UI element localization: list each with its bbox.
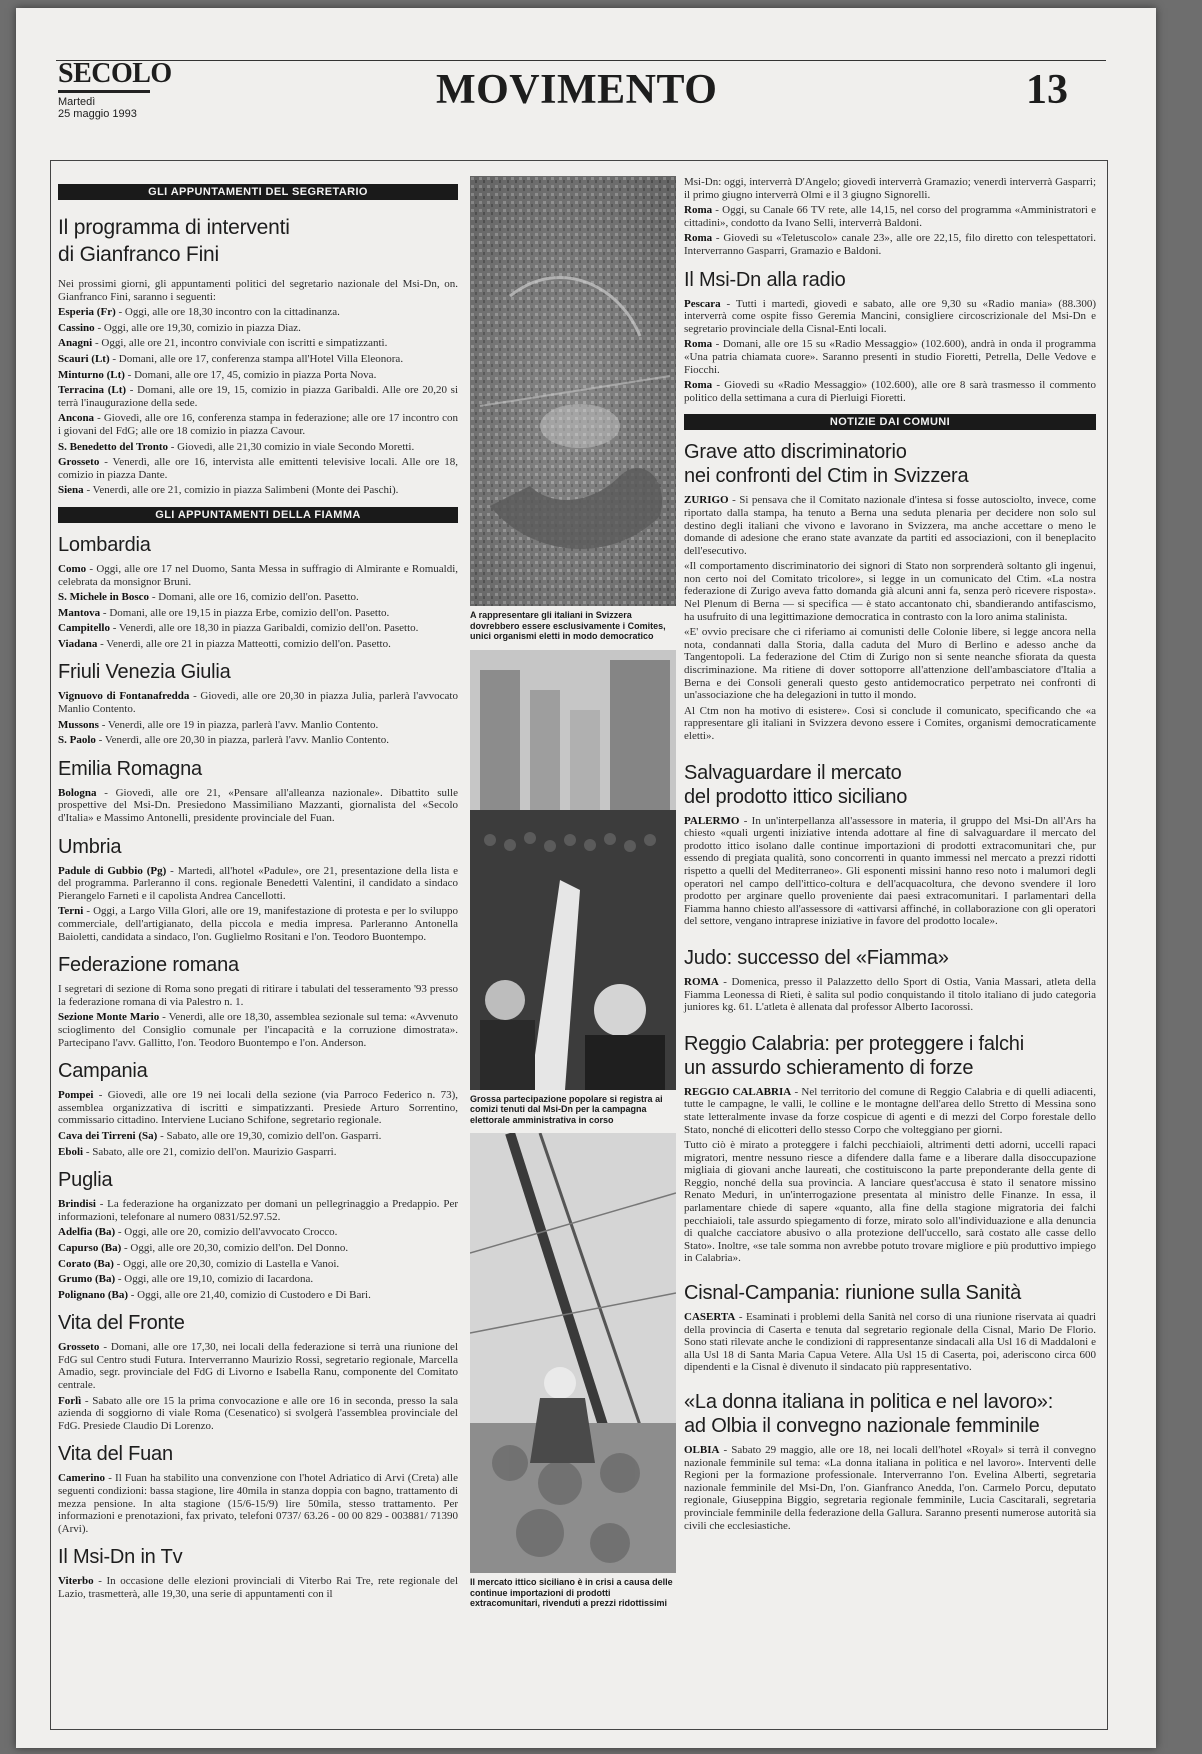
issue-day: Martedì [58,96,96,108]
article-paragraph: Camerino - Il Fuan ha stabilito una convenzione con l'hotel Adriatico di Arvi (Creta) alle seguenti condizioni: bassa stagione, lire 40mila in stanza doppia con bagno, trattamento di mezza pensione. In alta stagione (15/6-15/9) lire 50mila, stesso trattamento. Per informazioni e prenotazioni, fax privato, telefoni 0737/ 63.26 - 00 00 829 - 003881/ 71390 (Arvi). [58,1472,458,1535]
article-paragraph: Esperia (Fr) - Oggi, alle ore 18,30 incontro con la cittadinanza. [58,306,340,319]
article-paragraph: Brindisi - La federazione ha organizzato per domani un pellegrinaggio a Predappio. Per informazioni, telefonare al numero 0831/52.97.52. [58,1198,458,1223]
dateline [58,96,137,120]
dateline-place: Adelfia (Ba) [58,1226,116,1239]
photo-caption: Il mercato ittico siciliano è in crisi a causa delle continue importazioni di prodotti extracomunitari, rivenduti a prezzi ridottissimi [470,1577,673,1608]
article-body [684,298,1096,405]
article-headline: Judo: successo del «Fiamma» [684,946,949,969]
headline-line: del prodotto ittico siciliano [684,785,908,808]
headline-line: ad Olbia il convegno nazionale femminile [684,1415,1040,1437]
issue-date: 25 maggio 1993 [58,108,137,120]
region-heading: Puglia [58,1169,113,1192]
article-body [58,278,458,497]
article-paragraph: «Il comportamento discriminatorio dei signori di Stato non sorprenderà soltanto gli ingenui, non certo noi del Comitato tricolore», si legge in un comunicato del Ctim. «La nostra federazione di Zurigo aveva fatto domanda già alcuni anni fa, senza però ricevere risposta». Nel Plenum di Berna — si specifica — è stato accantonato chi, sbandierando antifascismo, ha usufruito di una legittimazione democratica in contrasto con la loro anima stalinista. [684,560,1096,623]
article-paragraph: Terracina (Lt) - Domani, alle ore 19, 15, comizio in piazza Garibaldi. Alle ore 20,20 si terrà l'inaugurazione della sede. [58,384,458,409]
article-body [684,494,1096,742]
article-paragraph: Mussons - Venerdì, alle ore 19 in piazza, parlerà l'avv. Manlio Contento. [58,718,379,731]
article-body [58,690,458,746]
dateline-place: Roma [684,379,713,392]
article-body [684,1311,1096,1374]
dateline-place: Pescara [684,297,721,310]
dateline-place: Anagni [58,337,93,350]
article-paragraph: Viadana - Venerdì, alle ore 21 in piazza Matteotti, comizio dell'on. Pasetto. [58,637,391,650]
article-paragraph: Al Ctm non ha motivo di esistere». Così si conclude il comunicato, specificando che «a rappresentare gli italiani in Svizzera devono essere i Comites, organismi democraticamente eletti». [684,704,1096,742]
article-paragraph: Minturno (Lt) - Domani, alle ore 17, 45, comizio in piazza Porta Nova. [58,368,377,381]
article-paragraph: Vignuovo di Fontanafredda - Giovedì, alle ore 20,30 in piazza Julia, parlerà l'avvocato Manlio Contento. [58,690,458,716]
headline-line: «La donna italiana in politica e nel lavoro»: [684,1391,1054,1413]
article-body [58,1089,458,1158]
dateline-place: Siena [58,484,84,497]
article-headline [58,214,458,268]
article-body [684,1086,1096,1265]
dateline-place: Pompei [58,1089,94,1102]
article-paragraph: Cava dei Tirreni (Sa) - Sabato, alle ore 19,30, comizio dell'on. Gasparri. [58,1129,382,1142]
article-paragraph: Adelfia (Ba) - Oggi, alle ore 20, comizio dell'avvocato Crocco. [58,1226,338,1239]
section-band: GLI APPUNTAMENTI DEL SEGRETARIO [58,184,458,200]
dateline-place: PALERMO [684,814,740,827]
logo-rule [58,90,150,93]
article-headline [684,440,1096,488]
dateline-place: Scauri (Lt) [58,352,110,365]
region-heading: Friuli Venezia Giulia [58,661,231,684]
dateline-place: Padule di Gubbio (Pg) [58,864,167,877]
section-title: MOVIMENTO [436,67,718,113]
article-headline [684,1032,1096,1080]
article-paragraph: Roma - Domani, alle ore 15 su «Radio Messaggio» (102.600), andrà in onda il programma «Una patria chiamata cuore». Saranno presenti in studio Fioretti, Petrella, Delle Vedove e Fiocchi. [684,338,1096,376]
dateline-place: Terracina (Lt) [58,384,127,397]
dateline-place: Viadana [58,637,98,650]
dateline-place: Eboli [58,1145,84,1158]
article-paragraph: Ancona - Giovedì, alle ore 16, conferenza stampa in federazione; alle ore 17 incontro con i giovani del FdG; alle ore 18 comizio in piazza Cavour. [58,412,458,437]
article-paragraph: ZURIGO - Si pensava che il Comitato nazionale d'intesa si fosse autosciolto, invece, come riportato dalla stampa, ha tenuto a Berna una seduta plenaria per decidere non solo sul destino degli italiani che vivono e lavorano in Svizzera, ma anche accettare o meno le domande di adesione che erano state avanzate da partiti ed associazioni, con il beneplacito dell'esecutivo. [684,494,1096,557]
article-paragraph: Roma - Giovedì su «Radio Messaggio» (102.600), alle ore 8 sarà trasmesso il commento politico della settimana a cura di Pierluigi Fioretti. [684,379,1096,404]
dateline-place: Roma [684,232,713,245]
article-paragraph: Grosseto - Venerdì, alle ore 16, intervista alle emittenti televisive locali. Alle ore 18, comizio in piazza Dante. [58,456,458,481]
article-headline [684,761,1096,809]
dateline-place: Sezione Monte Mario [58,1011,160,1024]
article-paragraph: Terni - Oggi, a Largo Villa Glori, alle ore 19, manifestazione di protesta e per lo sviluppo commerciale, dell'artigianato, della piccola e media impresa. Parleranno Antonella Baioletti, candidata a sindaco, l'on. Guglielmo Rositani e l'on. Teodoro Buontempo. [58,905,458,943]
dateline-place: Corato (Ba) [58,1257,114,1270]
headline-line: un assurdo schieramento di forze [684,1056,974,1079]
aerial-city-image [470,176,676,606]
dateline-place: Forlì [58,1394,82,1407]
article-body [58,787,458,825]
article-paragraph: Cassino - Oggi, alle ore 19,30, comizio in piazza Diaz. [58,321,301,334]
left-column [58,176,458,1604]
article-paragraph: Pescara - Tutti i martedì, giovedì e sabato, alle ore 9,30 su «Radio mania» (88.300) interverrà come ospite fisso Geremia Mancini, consigliere circoscrizionale del Msi-Dn e segretario provinciale della Cisnal-Enti locali. [684,297,1096,335]
dateline-place: Viterbo [58,1575,94,1588]
article-body [684,204,1096,257]
region-heading: Lombardia [58,533,151,556]
region-heading: Vita del Fronte [58,1312,185,1335]
rally-crowd-photo [470,650,676,1090]
article-paragraph: Scauri (Lt) - Domani, alle ore 17, conferenza stampa all'Hotel Villa Eleonora. [58,352,404,365]
dateline-place: Terni [58,905,84,918]
article-headline: Il Msi-Dn alla radio [684,268,846,291]
dateline-place: Ancona [58,412,95,425]
region-heading: Campania [58,1060,148,1083]
article-paragraph: Roma - Oggi, su Canale 66 TV rete, alle 14,15, nel corso del programma «Amministratori e cittadini», condotto da Ivano Selli, interverrà Baldoni. [684,204,1096,229]
article-body [684,815,1096,928]
dateline-place: Cassino [58,321,95,334]
article-body [58,563,458,651]
top-rule [56,60,1106,61]
dateline-place: Minturno (Lt) [58,368,125,381]
article-headline [684,1390,1096,1438]
region-heading: Federazione romana [58,954,239,977]
article-paragraph: Campitello - Venerdì, alle ore 18,30 in piazza Garibaldi, comizio dell'on. Pasetto. [58,622,419,635]
article-paragraph: Eboli - Sabato, alle ore 21, comizio dell'on. Maurizio Gasparri. [58,1145,337,1158]
headline-line: di Gianfranco Fini [58,243,219,266]
article-paragraph: Forlì - Sabato alle ore 15 la prima convocazione e alle ore 16 in seconda, presso la sala azienda di soggiorno di viale Roma (Cesenatico) si svolgerà l'assemblea provinciale del FdG. Presiede Claudio Di Lorenzo. [58,1394,458,1432]
article-headline: Cisnal-Campania: riunione sulla Sanità [684,1282,1022,1305]
article-paragraph: Polignano (Ba) - Oggi, alle ore 21,40, comizio di Custodero e Di Bari. [58,1288,371,1301]
rally-crowd-image [470,650,676,1090]
dateline-place: ROMA [684,975,719,988]
newspaper-logo: SECOLO [58,58,172,89]
aerial-city-photo [470,176,676,606]
fisherman-image [470,1133,676,1573]
newspaper-page [16,8,1156,1748]
dateline-place: Roma [684,204,713,217]
headline-line: Il programma di interventi [58,216,290,239]
dateline-place: Mussons [58,718,99,731]
article-paragraph: Corato (Ba) - Oggi, alle ore 20,30, comizio di Lastella e Vanoi. [58,1257,340,1270]
article-paragraph: Msi-Dn: oggi, interverrà D'Angelo; giovedì interverrà Gramazio; venerdì interverrà Gasparri; il primo giugno interverrà Olmi e il 3 giugno Signorelli. [684,176,1096,201]
dateline-place: S. Paolo [58,734,96,747]
dateline-place: REGGIO CALABRIA [684,1085,792,1098]
article-paragraph: Sezione Monte Mario - Venerdì, alle ore 18,30, assemblea sezionale sul tema: «Avvenuto scioglimento del Consiglio comunale per l'incapacità e la corruzione dimostrata». Partecipano l'avv. Gallitto, l'on. Teodoro Buontempo e l'on. Anderson. [58,1011,458,1049]
region-heading: Umbria [58,835,122,858]
article-paragraph: Como - Oggi, alle ore 17 nel Duomo, Santa Messa in suffragio di Almirante e Romualdi, celebrata da monsignor Bruni. [58,562,458,588]
article-paragraph: S. Michele in Bosco - Domani, alle ore 16, comizio dell'on. Pasetto. [58,591,359,604]
dateline-place: Polignano (Ba) [58,1288,128,1301]
article-paragraph: Nei prossimi giorni, gli appuntamenti politici del segretario nazionale del Msi-Dn, on. Gianfranco Fini, saranno i seguenti: [58,278,458,303]
article-paragraph: Siena - Venerdì, alle ore 21, comizio in piazza Salimbeni (Monte dei Paschi). [58,484,399,497]
article-body [684,1444,1096,1532]
article-paragraph: Viterbo - In occasione delle elezioni provinciali di Viterbo Rai Tre, rete regionale del Lazio, trasmetterà, alle 19,30, una serie di appuntamenti con il [58,1575,458,1600]
dateline-place: OLBIA [684,1444,720,1456]
dateline-place: Roma [684,338,713,351]
page-number: 13 [1026,67,1068,113]
article-body [58,1575,458,1600]
dateline-place: Camerino [58,1472,106,1485]
headline-line: Salvaguardare il mercato [684,761,902,784]
article-paragraph: CASERTA - Esaminati i problemi della Sanità nel corso di una riunione riservata ai quadri della provincia di Caserta e tenuta dal segretario regionale della Cisnal, Mario De Florio. Sono stati rilevate anche le condizioni di rappresentanze sindacali alla Usl 16 di Maddaloni e alla Usl 18 di Santa Maria Capua Vetere. Alla Usl 15 di Caserta, poi, aderiscono circa 600 dipendenti e la Cisnal è divenuto il sindacato più rappresentativo. [684,1311,1096,1374]
article-paragraph: Pompei - Giovedì, alle ore 19 nei locali della sezione (via Parroco Federico n. 73), assemblea organizzativa di iscritti e simpatizzanti. Presiede Arturo Sorrentino, commissario cittadino. Interviene Luciano Schifone, segretario regionale. [58,1089,458,1127]
dateline-place: Como [58,562,87,575]
masthead [16,8,1156,148]
dateline-place: Grumo (Ba) [58,1273,116,1286]
dateline-place: CASERTA [684,1311,736,1324]
dateline-place: Vignuovo di Fontanafredda [58,690,190,703]
article-paragraph: Anagni - Oggi, alle ore 21, incontro conviviale con iscritti e simpatizzanti. [58,337,388,350]
dateline-place: Grosseto [58,456,100,469]
article-paragraph: Capurso (Ba) - Oggi, alle ore 20,30, comizio dell'on. Del Donno. [58,1241,349,1254]
article-paragraph: PALERMO - In un'interpellanza all'assessore in materia, il gruppo del Msi-Dn all'Ars ha chiesto «quali urgenti iniziative intenda adottare al fine di salvaguardare il mercato del prodotto ittico isolano dalle continue importazioni di prodotti extracomunitari che, pur essendo di pregiata qualità, sono concorrenti in quanto immessi nel mercato a prezzi ridotti rispetto a quelli del Mediterraneo». Gli esponenti missini hanno reso noto i malumori degli operatori nel campo dell'ittico-coltura e dell'acquacoltura, che devono svendere il loro prodotto per arginare quello proveniente dai paesi extracomunitari. I parlamentari della Fiamma hanno chiesto all'assessore di «attivarsi affinché, in collaborazione con gli operatori del settore, vengano intraprese iniziative in favore del prodotto locale». [684,814,1096,928]
section-band: GLI APPUNTAMENTI DELLA FIAMMA [58,507,458,523]
dateline-place: Campitello [58,622,110,635]
article-paragraph: Tutto ciò è mirato a proteggere i falchi pecchiaioli, altrimenti detti adorni, uccelli rapaci migratori, mentre nessuno riesce a difendere dalla fame e a liberare dalla disoccupazione migliaia di giovani anche laureati, che costituiscono la parte preponderante della gente di Reggio, nonché della sua provincia. A lanciare quest'accusa è stato il senatore missino Renato Meduri, in un'interrogazione presentata al ministro delle Finanze. In essa, il parlamentare chiede di sapere «quanto, alla fine della stagione migratoria dei falchi pecchiaioli, tale assurdo spiegamento di forze, mirato solo all'individuazione e alla denuncia di qualche cacciatore abusivo o alla protezione dell'uccello, sarà costato alle casse dello Stato». Inoltre, «se tale somma non avrebbe potuto trovare migliore e più produttivo impiego in Calabria». [684,1139,1096,1265]
article-paragraph: ROMA - Domenica, presso il Palazzetto dello Sport di Ostia, Vania Massari, atleta della Fiamma Leonessa di Rieti, è salita sul podio conquistando il titolo italiano di judo categoria juniores kg. 61. L'atleta è allenata dal professor Alberto Iacorossi. [684,975,1096,1014]
article-paragraph: Padule di Gubbio (Pg) - Martedì, all'hotel «Padule», ore 21, presentazione della lista e del programma. Parleranno il cons. regionale Benedetti Valentini, il candidato a sindaco Pierangelo Farneti e il capolista Andrea Cancellotti. [58,864,459,902]
dateline-place: Bologna [58,786,97,799]
photo-column [470,176,676,1617]
article-paragraph: Mantova - Domani, alle ore 19,15 in piazza Erbe, comizio dell'on. Pasetto. [58,606,390,619]
dateline-place: Brindisi [58,1198,96,1211]
article-body [58,983,458,1049]
section-band: NOTIZIE DAI COMUNI [684,414,1096,430]
dateline-place: S. Michele in Bosco [58,591,150,604]
article-paragraph: I segretari di sezione di Roma sono pregati di ritirare i tabulati del tesseramento '93 presso la federazione romana di via Palestro n. 1. [58,983,458,1008]
article-paragraph: OLBIA - Sabato 29 maggio, alle ore 18, nei locali dell'hotel «Royal» si terrà il convegno nazionale femminile sul tema: «La donna italiana in politica e nel lavoro». Interventi delle Regioni per la formazione professionale. Interverranno l'on. Evelina Alberti, segretaria nazionale femminile del Msi-Dn, l'on. Gianfranco Anedda, l'on. Carmelo Porcu, deputato regionale, Giuseppina Biggio, segretaria regionale femminile, Lucia Cascitarali, segretaria provinciale femminile della federazione della Gallura. Saranno presenti numerose autorità sia civili che ecclesiastiche. [684,1444,1096,1532]
dateline-place: S. Benedetto del Tronto [58,440,169,453]
dateline-place: Grosseto [58,1341,100,1354]
dateline-place: Esperia (Fr) [58,306,116,319]
article-paragraph: «E' ovvio precisare che ci riferiamo ai comunisti delle Colonie libere, si legge ancora nella nota, condannati dalla Storia, dalla caduta del Muro di Berlino e adesso anche da Tangentopoli. La federazione del Ctim di Zurigo non si sente neanche sfiorata da questa discriminazione. Ma ritiene di dover sottoporre all'attenzione dell'ambasciatore d'Italia a Berna e dei Consoli generali questo gesto antidemocratico perpetrato nei confronti di un'associazione che ha delegazioni in tutto il mondo. [684,626,1096,702]
article-body [58,865,458,944]
dateline-place: Mantova [58,606,101,619]
headline-line: nei confronti del Ctim in Svizzera [684,465,969,488]
right-column [684,176,1096,1535]
headline-line: Reggio Calabria: per proteggere i falchi [684,1032,1024,1055]
article-paragraph: Grumo (Ba) - Oggi, alle ore 19,10, comizio di Iacardona. [58,1273,314,1286]
dateline-place: Capurso (Ba) [58,1241,122,1254]
article-body [58,1198,458,1301]
dateline-place: Cava dei Tirreni (Sa) [58,1129,158,1142]
article-paragraph: REGGIO CALABRIA - Nel territorio del comune di Reggio Calabria e di quelli adiacenti, tutte le campagne, le valli, le colline e le montagne dell'area dello Stretto di Messina sono state letteralmente invase da forze cospicue di agenti e di mezzi del Corpo forestale dello Stato, nonché di elicotteri dello stesso Corpo che volteggiano per giorni. [684,1085,1096,1136]
article-paragraph: S. Benedetto del Tronto - Giovedì, alle 21,30 comizio in viale Secondo Moretti. [58,440,415,453]
article-body [58,1341,458,1432]
headline-line: Grave atto discriminatorio [684,441,907,464]
article-body [58,1472,458,1535]
photo-caption: Grossa partecipazione popolare si registra ai comizi tenuti dal Msi-Dn per la campagna elettorale amministrativa in corso [470,1093,663,1125]
dateline-place: ZURIGO [684,494,729,507]
article-paragraph: Roma - Giovedì su «Teletuscolo» canale 23», alle ore 22,15, filo diretto con telespettatori. Interverranno Gasparri, Gramazio e Baldoni. [684,232,1096,257]
article-paragraph: Bologna - Giovedì, alle ore 21, «Pensare all'alleanza nazionale». Dibattito sulle prospettive del Msi-Dn. Presiedono Massimiliano Mazzanti, giornalista del «Secolo d'Italia» e Massimo Antonelli, presidente provinciale del Fuan. [58,786,458,825]
region-heading: Vita del Fuan [58,1443,173,1466]
fisherman-photo [470,1133,676,1573]
article-paragraph: S. Paolo - Venerdì, alle ore 20,30 in piazza, parlerà l'avv. Manlio Contento. [58,734,389,747]
photo-caption: A rappresentare gli italiani in Svizzera dovrebbero essere esclusivamente i Comites, unici organismi eletti in modo democratico [470,610,666,641]
region-heading: Emilia Romagna [58,757,202,780]
article-paragraph: Grosseto - Domani, alle ore 17,30, nei locali della federazione si terrà una riunione del FdG sul Centro studi Futura. Interverranno Maurizio Rossi, segretario regionale, Marcella Amadio, segr. provinciale del FdG di Livorno e Isabella Ranu, componente del Comitato centrale. [58,1341,458,1392]
region-heading: Il Msi-Dn in Tv [58,1546,183,1569]
article-body [684,976,1096,1014]
